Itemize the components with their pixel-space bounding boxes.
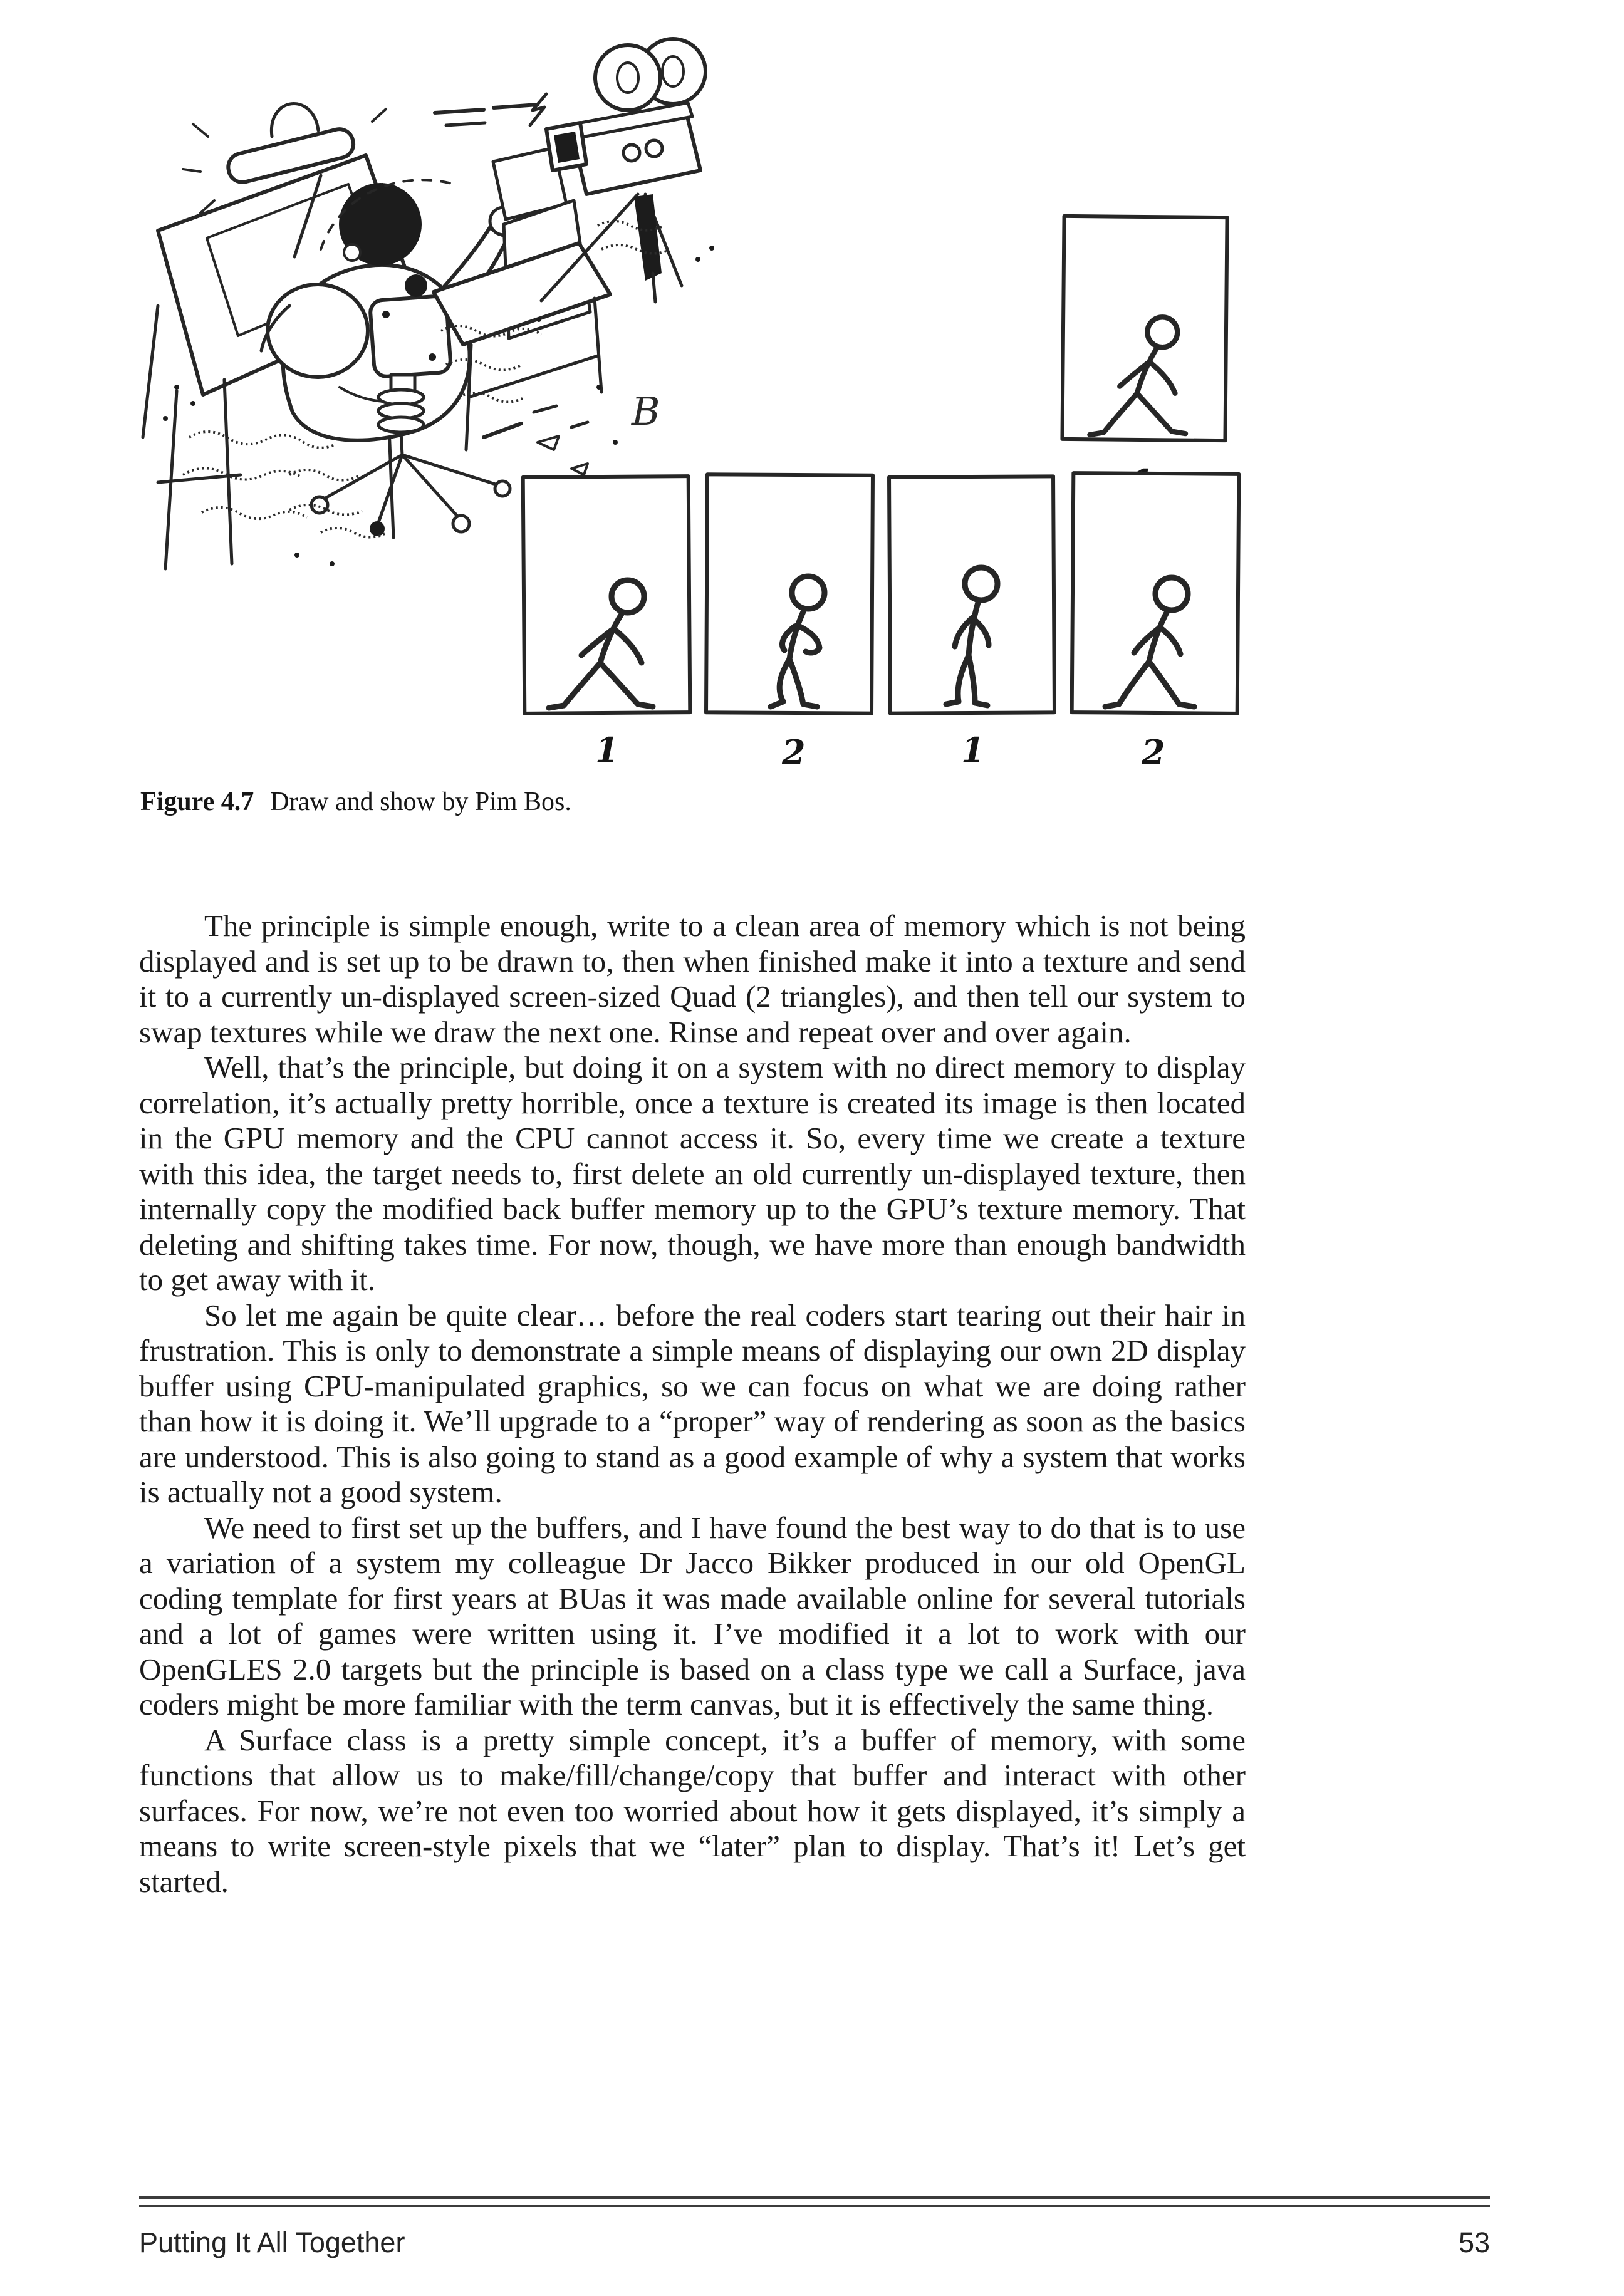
body-paragraph: So let me again be quite clear… before the real coders start tearing out their hair in frustration. This is only to demonstrate a simple means of displaying our own 2D display buffer using CPU-manipulated graphics, so we can focus on what we are doing rather than how it is doing it. We’ll upgrade to a “proper” way of rendering as soon as the basics are understood. This is also going to stand as a good example of why a system that works is actually not a good system. (139, 1297, 1246, 1509)
page-footer (139, 2226, 1490, 2259)
footer-rule-top (139, 2196, 1490, 2199)
tripod-leg-wrapped (634, 194, 662, 281)
body-paragraph: Well, that’s the principle, but doing it on a system with no direct memory to display correlation, it’s actually pretty horrible, once a texture is created its image is then located in the GPU memory and the CPU cannot access it. So, every time we create a texture with this idea, the target needs to, first delete an old currently un-displayed texture, then internally copy the modified back buffer memory up to the GPU’s texture memory. That deleting and shifting takes time. For now, though, we have more than enough bandwidth to get away with it. (139, 1050, 1246, 1297)
panel-label: 2 (782, 732, 806, 772)
panel-label: 2 (1142, 732, 1165, 772)
figure-illustration (133, 36, 1281, 813)
page-number: 53 (1458, 2226, 1490, 2258)
body-text-column (139, 908, 1246, 1899)
figure-illustration-svg (133, 36, 1281, 813)
body-paragraph: We need to first set up the buffers, and I have found the best way to do that is to use a variation of a system my colleague Dr Jacco Bikker produced in our old OpenGL coding template for first years at BUas it was made available online for several tutorials and a lot of games were written using it. I’ve modified it a lot to work with our OpenGLES 2.0 targets but the principle is based on a class type we call a Surface, java coders might be more familiar with the term canvas, but it is effectively the same thing. (139, 1510, 1246, 1722)
frame-panel-top (1062, 216, 1227, 502)
running-footer-title: Putting It All Together (139, 2226, 405, 2258)
spark-mark (530, 94, 546, 125)
figure-caption-label: Figure 4.7 (140, 787, 254, 816)
footer-rule-bottom (139, 2205, 1490, 2207)
motion-dashes (435, 94, 546, 125)
display-table-sketch (434, 200, 610, 450)
body-paragraph: A Surface class is a pretty simple concept, it’s a buffer of memory, with some functions that allow us to make/fill/change/copy that buffer and interact with other surfaces. For now, we’re not even too worried about how it gets displayed, it’s simply a means to write screen-style pixels that we “later” plan to display. That’s it! Let’s get started. (139, 1722, 1246, 1899)
figure-caption-text: Draw and show by Pim Bos. (270, 787, 571, 816)
panel-label: 1 (961, 730, 985, 770)
figure-caption (140, 787, 571, 817)
frame-panel-row (523, 473, 1239, 772)
panel-label: 1 (595, 730, 619, 770)
artist-signature: B (632, 388, 660, 434)
body-paragraph: The principle is simple enough, write to a clean area of memory which is not being displayed and is set up to be drawn to, then when finished make it into a texture and send it to a currently un-displayed screen-sized Quad (2 triangles), and then tell our system to swap textures while we draw the next one. Rinse and repeat over and over again. (139, 908, 1246, 1049)
pencil-debris (484, 385, 618, 475)
